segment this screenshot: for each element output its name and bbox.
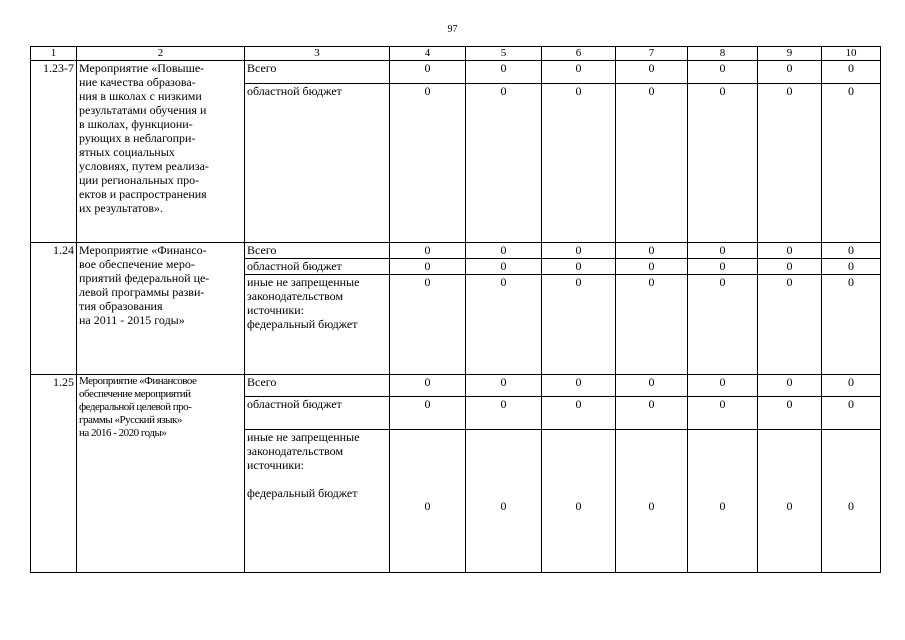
page-number: 97 (447, 24, 458, 35)
value-cell: 0 (542, 84, 616, 243)
column-header: 2 (77, 47, 245, 61)
value-cell: 0 (758, 243, 822, 259)
value-cell: 0 (542, 375, 616, 397)
value-cell: 0 (390, 275, 466, 375)
value-cell: 0 (390, 84, 466, 243)
value-cell: 0 (542, 275, 616, 375)
value-cell: 0 (688, 397, 758, 430)
row-code: 1.25 (31, 375, 77, 573)
value-cell: 0 (542, 430, 616, 573)
value-cell: 0 (616, 375, 688, 397)
value-cell: 0 (616, 397, 688, 430)
value-cell: 0 (390, 397, 466, 430)
value-cell: 0 (616, 243, 688, 259)
value-cell: 0 (822, 84, 881, 243)
value-cell: 0 (758, 61, 822, 84)
row-code: 1.23-7 (31, 61, 77, 243)
value-cell: 0 (466, 397, 542, 430)
value-cell: 0 (822, 61, 881, 84)
value-cell: 0 (466, 375, 542, 397)
value-cell: 0 (390, 430, 466, 573)
value-cell: 0 (466, 259, 542, 275)
funding-source (245, 430, 390, 573)
budget-table (30, 46, 881, 573)
value-cell: 0 (688, 375, 758, 397)
funding-source-federal: федеральный бюджет (247, 486, 358, 500)
value-cell: 0 (822, 259, 881, 275)
value-cell: 0 (758, 375, 822, 397)
value-cell: 0 (758, 430, 822, 573)
value-cell: 0 (542, 61, 616, 84)
value-cell: 0 (688, 259, 758, 275)
value-cell: 0 (758, 397, 822, 430)
value-cell: 0 (390, 61, 466, 84)
row-code: 1.24 (31, 243, 77, 375)
value-cell: 0 (466, 61, 542, 84)
funding-source: Всего (245, 243, 390, 259)
funding-source: областной бюджет (245, 84, 390, 243)
value-cell: 0 (466, 430, 542, 573)
table-row (31, 375, 881, 397)
value-cell: 0 (688, 275, 758, 375)
value-cell: 0 (822, 243, 881, 259)
value-cell: 0 (616, 84, 688, 243)
value-cell: 0 (390, 375, 466, 397)
row-name: Мероприятие «Финансовое обеспечение мероприятий федеральной целевой про- граммы «Русский язык» на 2016 - 2020 годы» (77, 375, 245, 573)
value-cell: 0 (822, 430, 881, 573)
value-cell: 0 (616, 61, 688, 84)
row-name: Мероприятие «Финансо- вое обеспечение меро- приятий федеральной це- левой программы разви- тия образования на 2011 - 2015 годы» (77, 243, 245, 375)
funding-source: областной бюджет (245, 259, 390, 275)
funding-source-note: иные не запрещенные законодательством источники: (247, 430, 360, 472)
value-cell: 0 (758, 275, 822, 375)
column-header: 4 (390, 47, 466, 61)
value-cell: 0 (616, 275, 688, 375)
column-header: 8 (688, 47, 758, 61)
value-cell: 0 (688, 84, 758, 243)
column-header: 6 (542, 47, 616, 61)
value-cell: 0 (466, 275, 542, 375)
column-header: 3 (245, 47, 390, 61)
value-cell: 0 (466, 84, 542, 243)
value-cell: 0 (390, 259, 466, 275)
table-row (31, 61, 881, 84)
funding-source: иные не запрещенные законодательством источники: федеральный бюджет (245, 275, 390, 375)
value-cell: 0 (688, 61, 758, 84)
column-header: 1 (31, 47, 77, 61)
value-cell: 0 (542, 243, 616, 259)
value-cell: 0 (822, 275, 881, 375)
value-cell: 0 (758, 84, 822, 243)
column-header: 7 (616, 47, 688, 61)
funding-source: Всего (245, 375, 390, 397)
funding-source: областной бюджет (245, 397, 390, 430)
column-header: 5 (466, 47, 542, 61)
value-cell: 0 (822, 375, 881, 397)
value-cell: 0 (542, 259, 616, 275)
value-cell: 0 (466, 243, 542, 259)
header-row (31, 47, 881, 61)
value-cell: 0 (688, 430, 758, 573)
value-cell: 0 (542, 397, 616, 430)
value-cell: 0 (688, 243, 758, 259)
value-cell: 0 (616, 430, 688, 573)
row-name: Мероприятие «Повыше- ние качества образова- ния в школах с низкими результатами обучения и в школах, функциони- рующих в неблагопри- ятных социальных условиях, путем реализа- ции региональных про- ектов и распространения их результатов». (77, 61, 245, 243)
column-header: 10 (822, 47, 881, 61)
value-cell: 0 (758, 259, 822, 275)
funding-source: Всего (245, 61, 390, 84)
column-header: 9 (758, 47, 822, 61)
value-cell: 0 (616, 259, 688, 275)
value-cell: 0 (390, 243, 466, 259)
table-row (31, 243, 881, 259)
value-cell: 0 (822, 397, 881, 430)
